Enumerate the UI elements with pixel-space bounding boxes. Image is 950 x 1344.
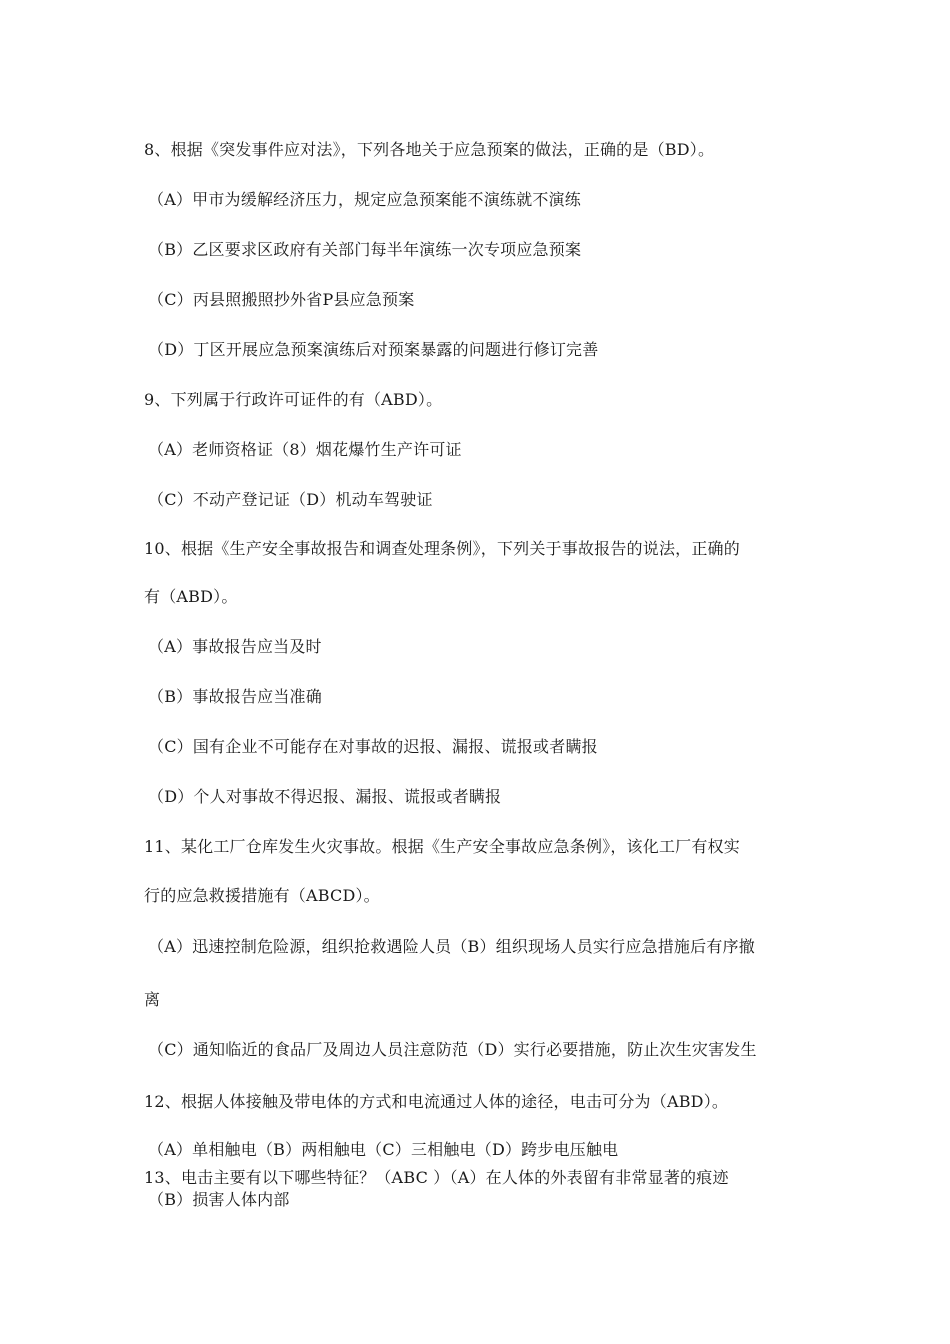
question-9-option-ab: （A）老师资格证（8）烟花爆竹生产许可证 [148,440,462,459]
question-8-option-b: （B）乙区要求区政府有关部门每半年演练一次专项应急预案 [148,240,582,259]
question-11-option-ab-continued: 离 [144,990,161,1009]
question-8-stem: 8、根据《突发事件应对法》，下列各地关于应急预案的做法，正确的是（BD）。 [144,140,715,159]
question-13-stem: 13、电击主要有以下哪些特征？（ABC ）（A）在人体的外表留有非常显著的痕迹 [144,1168,729,1187]
question-10-option-d: （D）个人对事故不得迟报、漏报、谎报或者瞒报 [148,787,502,806]
question-8-option-c: （C）丙县照搬照抄外省P县应急预案 [148,290,415,309]
question-12-stem: 12、根据人体接触及带电体的方式和电流通过人体的途径，电击可分为（ABD）。 [144,1092,729,1111]
question-10-option-a: （A）事故报告应当及时 [148,637,322,656]
question-13-option-b: （B）损害人体内部 [148,1190,290,1209]
question-8-option-d: （D）丁区开展应急预案演练后对预案暴露的问题进行修订完善 [148,340,599,359]
question-9-stem: 9、下列属于行政许可证件的有（ABD）。 [144,390,443,409]
question-11-stem-line-1: 11、某化工厂仓库发生火灾事故。根据《生产安全事故应急条例》，该化工厂有权实 [144,837,740,856]
question-12-options: （A）单相触电（B）两相触电（C）三相触电（D）跨步电压触电 [148,1140,619,1159]
question-10-option-c: （C）国有企业不可能存在对事故的迟报、漏报、谎报或者瞒报 [148,737,598,756]
question-11-option-ab: （A）迅速控制危险源，组织抢救遇险人员（B）组织现场人员实行应急措施后有序撤 [148,937,755,956]
question-11-stem-line-2: 行的应急救援措施有（ABCD）。 [144,886,380,905]
question-9-option-cd: （C）不动产登记证（D）机动车驾驶证 [148,490,433,509]
question-11-option-cd: （C）通知临近的食品厂及周边人员注意防范（D）实行必要措施，防止次生灾害发生 [148,1040,757,1059]
question-10-stem-line-1: 10、根据《生产安全事故报告和调查处理条例》，下列关于事故报告的说法，正确的 [144,539,740,558]
question-8-option-a: （A）甲市为缓解经济压力，规定应急预案能不演练就不演练 [148,190,581,209]
question-10-option-b: （B）事故报告应当准确 [148,687,322,706]
question-10-stem-line-2: 有（ABD）。 [144,587,238,606]
